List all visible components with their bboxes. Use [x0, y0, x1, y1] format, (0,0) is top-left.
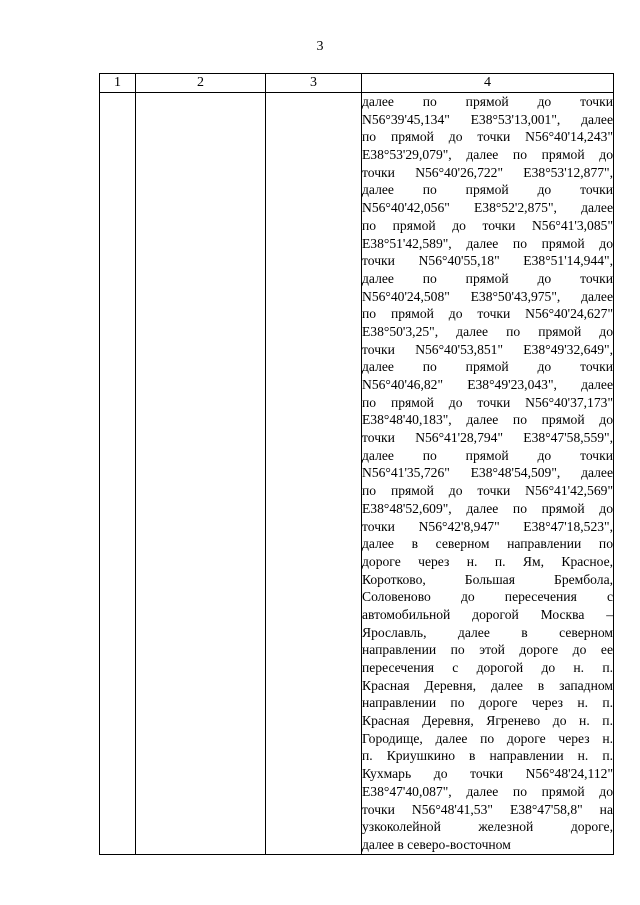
text-line: далее в северо-восточном: [362, 836, 511, 852]
text-line: далее в северном направлении по: [362, 536, 613, 552]
cell-col2: [136, 93, 266, 855]
column-header-1: 1: [100, 74, 136, 93]
text-line: Коротково, Большая Брембола,: [362, 571, 613, 587]
document-table: [99, 73, 614, 855]
text-line: далее по прямой до точки: [362, 182, 613, 198]
text-line: Городище, далее по дороге через н.: [362, 730, 613, 746]
text-line: далее по прямой до точки: [362, 359, 613, 375]
column-header-4: 4: [362, 74, 614, 93]
text-line: N56°39'45,134" E38°53'13,001", далее: [362, 111, 613, 127]
text-line: E38°51'42,589", далее по прямой до: [362, 235, 613, 251]
text-line: точки N56°40'26,722" E38°53'12,877",: [362, 164, 613, 180]
text-line: точки N56°40'53,851" E38°49'32,649",: [362, 341, 613, 357]
text-line: по прямой до точки N56°40'24,627": [362, 306, 613, 322]
text-line: направлении по этой дороге до ее: [362, 642, 613, 658]
text-line: точки N56°42'8,947" E38°47'18,523",: [362, 518, 613, 534]
text-line: E38°48'52,609", далее по прямой до: [362, 500, 613, 516]
text-line: далее по прямой до точки: [362, 447, 613, 463]
cell-col1: [100, 93, 136, 855]
text-line: направлении по дороге через н. п.: [362, 695, 613, 711]
column-header-3: 3: [266, 74, 362, 93]
text-line: Красная Деревня, Ягренево до н. п.: [362, 713, 613, 729]
text-line: Красная Деревня, далее в западном: [362, 677, 613, 693]
text-line: E38°47'40,087", далее по прямой до: [362, 783, 613, 799]
text-line: E38°50'3,25", далее по прямой до: [362, 323, 613, 339]
text-line: E38°48'40,183", далее по прямой до: [362, 412, 613, 428]
text-line: N56°40'42,056" E38°52'2,875", далее: [362, 200, 613, 216]
text-line: дороге через н. п. Ям, Красное,: [362, 553, 613, 569]
page-number: 3: [316, 39, 324, 54]
text-line: E38°53'29,079", далее по прямой до: [362, 147, 613, 163]
text-line: далее по прямой до точки: [362, 270, 613, 286]
route-description-cell: [362, 93, 614, 855]
text-line: N56°41'35,726" E38°48'54,509", далее: [362, 465, 613, 481]
text-line: по прямой до точки N56°40'14,243": [362, 129, 613, 145]
table-header-row: [100, 74, 614, 93]
text-line: Кухмарь до точки N56°48'24,112": [362, 766, 613, 782]
text-line: п. Криушкино в направлении н. п.: [362, 748, 613, 764]
text-line: узкоколейной железной дороге,: [362, 819, 613, 835]
text-line: точки N56°40'55,18" E38°51'14,944",: [362, 253, 613, 269]
text-line: N56°40'24,508" E38°50'43,975", далее: [362, 288, 613, 304]
text-line: N56°40'46,82" E38°49'23,043", далее: [362, 377, 613, 392]
text-line: точки N56°48'41,53" E38°47'58,8" на: [362, 801, 613, 817]
text-line: точки N56°41'28,794" E38°47'58,559",: [362, 430, 613, 446]
cell-col3: [266, 93, 362, 855]
text-line: по прямой до точки N56°40'37,173": [362, 394, 613, 410]
text-line: автомобильной дорогой Москва –: [362, 606, 613, 622]
text-line: пересечения с дорогой до н. п.: [362, 660, 613, 675]
column-header-2: 2: [136, 74, 266, 93]
text-line: Соловеново до пересечения с: [362, 589, 613, 605]
text-line: Ярославль, далее в северном: [362, 624, 613, 640]
text-line: по прямой до точки N56°41'3,085": [362, 217, 613, 233]
text-line: по прямой до точки N56°41'42,569": [362, 483, 613, 499]
text-line: далее по прямой до точки: [362, 94, 613, 109]
table-row: [100, 93, 614, 855]
